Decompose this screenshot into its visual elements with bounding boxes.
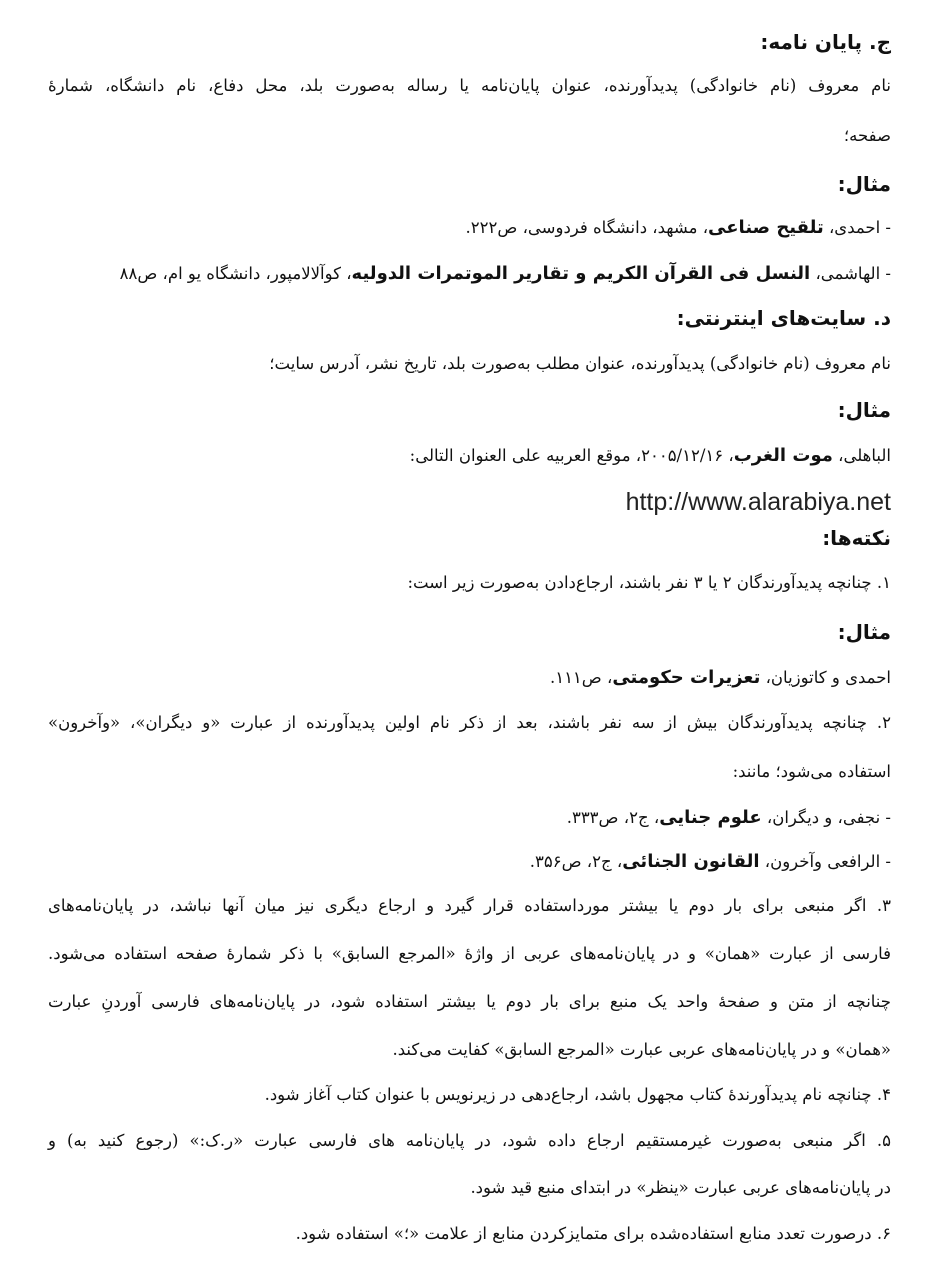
heading-thesis: ج. پایان نامه:	[760, 30, 891, 54]
note-5-line-1: ۵. اگر منبعی به‌صورت غیرمستقیم ارجاع داده شود، در پایان‌نامه های فارسی عبارت «ر.ک:» (رجوع کنید به) و	[48, 1131, 891, 1150]
note-5-line-2: در پایان‌نامه‌های عربی عبارت «ینظر» در ابتدای منبع قید شود.	[470, 1178, 891, 1197]
note-3-line-1: ۳. اگر منبعی برای بار دوم یا بیشتر مورداستفاده قرار گیرد و ارجاع دیگری نیز میان آنها نباشد، در پایان‌نامه‌های	[48, 896, 891, 915]
note-3-line-2: فارسی از عبارت «همان» و در پایان‌نامه‌های عربی از واژهٔ «المرجع السابق» با ذکر شمارهٔ صفحه استفاده می‌شود.	[48, 944, 891, 963]
example-line: الباهلی، موت الغرب، ۲۰۰۵/۱۲/۱۶، موقع العربیه علی العنوان التالی:	[409, 445, 891, 466]
example-heading-2: مثال:	[837, 398, 891, 422]
note-6: ۶. درصورت تعدد منابع استفاده‌شده برای متمایزکردن منابع از علامت «؛» استفاده شود.	[295, 1224, 891, 1243]
heading-notes: نکته‌ها:	[822, 526, 891, 550]
thesis-format-line-2: صفحه؛	[843, 126, 891, 145]
note-4: ۴. چنانچه نام پدیدآورندهٔ کتاب مجهول باشد، ارجاع‌دهی در زیرنویس با عنوان کتاب آغاز شود.	[264, 1085, 891, 1104]
example-url: http://www.alarabiya.net	[625, 488, 891, 516]
thesis-format-line-1: نام معروف (نام خانوادگی) پدیدآورنده، عنوان پایان‌نامه یا رساله به‌صورت بلد، محل دفاع، نام دانشگاه، شمارهٔ	[48, 76, 891, 95]
note-2-line-1: ۲. چنانچه پدیدآورندگان بیش از سه نفر باشند، بعد از ذکر نام اولین پدیدآورنده از عبارت «و دیگران»، «وآخرون»	[48, 713, 891, 732]
example-line: - الهاشمی، النسل فی القرآن الکریم و تقاریر الموتمرات الدولیه، کوآلالامپور، دانشگاه یو ام، ص۸۸	[119, 263, 891, 284]
example-heading-1: مثال:	[837, 172, 891, 196]
example-line: احمدی و کاتوزیان، تعزیرات حکومتی، ص۱۱۱.	[549, 667, 891, 688]
note-3-line-3: چنانچه از متن و صفحهٔ واحد یک منبع برای بار دوم یا بیشتر استفاده شود، در پایان‌نامه‌های فارسی آوردنِ عبارت	[48, 992, 891, 1011]
heading-websites: د. سایت‌های اینترنتی:	[676, 306, 891, 330]
website-format-line: نام معروف (نام خانوادگی) پدیدآورنده، عنوان مطلب به‌صورت بلد، تاریخ نشر، آدرس سایت؛	[269, 354, 891, 373]
note-2-line-2: استفاده می‌شود؛ مانند:	[732, 762, 891, 781]
example-line: - الرافعی وآخرون، القانون الجنائی، ج۲، ص۳۵۶.	[529, 851, 891, 872]
example-line: - نجفی، و دیگران، علوم جنایی، ج۲، ص۳۳۳.	[566, 807, 891, 828]
example-heading-3: مثال:	[837, 620, 891, 644]
note-1: ۱. چنانچه پدیدآورندگان ۲ یا ۳ نفر باشند، ارجاع‌دادن به‌صورت زیر است:	[407, 573, 891, 592]
note-3-line-4: «همان» و در پایان‌نامه‌های عربی عبارت «المرجع السابق» کفایت می‌کند.	[392, 1040, 891, 1059]
example-line: - احمدی، تلقیح صناعی، مشهد، دانشگاه فردوسی، ص۲۲۲.	[465, 217, 891, 238]
